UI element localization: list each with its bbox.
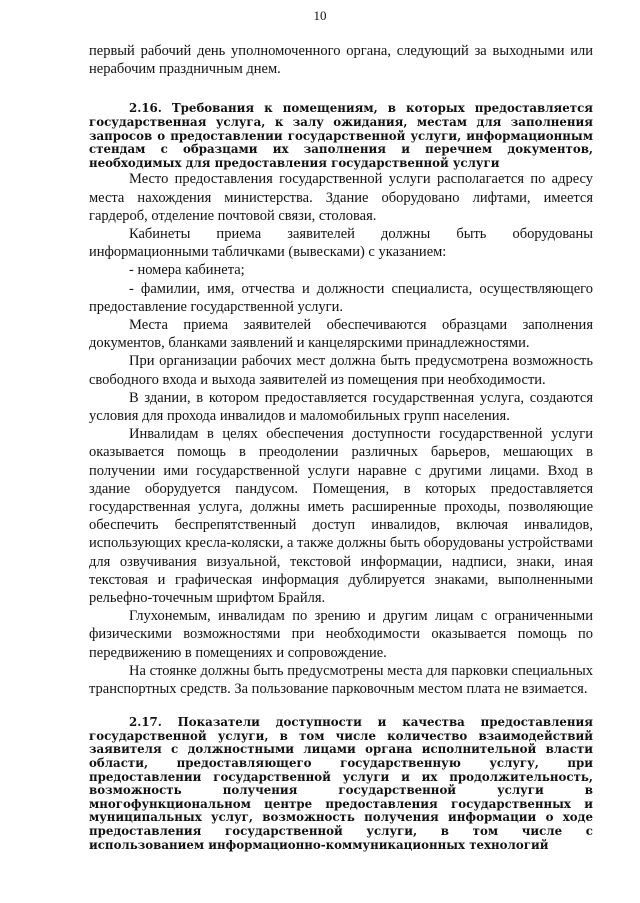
section-number: 2.17. bbox=[129, 715, 162, 730]
page-number: 10 bbox=[313, 8, 327, 23]
paragraph: При организации рабочих мест должна быть предусмотрена возможность свободного входа и выхода заявителей из помещения при необходимости. bbox=[89, 353, 593, 388]
paragraph: На стоянке должны быть предусмотрены места для парковки специальных транспортных средств. За пользование парковочным местом плата не взимается. bbox=[89, 662, 593, 698]
paragraph: В здании, в котором предоставляется государственная услуга, создаются условия для прохода инвалидов и маломобильных групп населения. bbox=[89, 389, 593, 425]
paragraph: Место предоставления государственной услуги располагается по адресу места нахождения министерства. Здание оборудовано лифтами, имеется гардероб, отделение почтовой связи, столовая. bbox=[89, 171, 593, 224]
paragraph: Инвалидам в целях обеспечения доступности государственной услуги оказывается помощь в преодолении различных барьеров, мешающих в получении ими государственной услуги наравне с другими лицами. Вход в здание оборудуется пандусом. Помещения, в которых предоставляется государственная услуга, должны иметь расширенные проходы, позволяющие обеспечить беспрепятственный доступ инвалидов, включая инвалидов, использующих кресла-коляски, а также должны быть оборудованы устройствами для озвучивания визуальной, текстовой информации, надписи, знаки, иная текстовая и графическая информация дублируется знаками, выполненными рельефно-точечным шрифтом Брайля. bbox=[89, 426, 593, 607]
section-title: Показатели доступности и качества предоставления государственной услуги, в том числе количество взаимодействий заявителя с должностными лицами органа исполнительной власти области, предоставляющего государственную услугу, при предоставлении государственной услуги и их продолжительность, возможность получения государственной услуги в многофункциональном центре предоставления государственных и муниципальных услуг, возможность получения информации о ходе предоставления государственной услуги, в том числе с использованием информационно-коммуникационных технологий bbox=[89, 715, 594, 852]
section-heading-2-17 bbox=[89, 716, 593, 852]
paragraph: Места приема заявителей обеспечиваются образцами заполнения документов, бланками заявлений и канцелярскими принадлежностями. bbox=[89, 317, 593, 352]
section-heading-2-16 bbox=[89, 102, 593, 170]
paragraph: Кабинеты приема заявителей должны быть оборудованы информационными табличками (вывесками) с указанием: bbox=[89, 225, 593, 261]
spacer bbox=[89, 78, 593, 102]
paragraph: Глухонемым, инвалидам по зрению и другим лицам с ограниченными физическими возможностями при необходимости оказывается помощь по передвижению в помещениях и сопровождение. bbox=[89, 608, 593, 661]
spacer bbox=[89, 698, 593, 716]
list-item: - фамилии, имя, отчества и должности специалиста, осуществляющего предоставление государственной услуги. bbox=[89, 280, 593, 315]
section-number: 2.16. bbox=[129, 101, 162, 116]
section-title: Требования к помещениям, в которых предоставляется государственная услуга, к залу ожидания, местам для заполнения запросов о предоставлении государственной услуги, информационным стендам с образцами их заполнения и перечнем документов, необходимых для предоставления государственной услуги bbox=[89, 101, 593, 170]
page-content bbox=[89, 42, 593, 852]
intro-paragraph: первый рабочий день уполномоченного органа, следующий за выходными или нерабочим праздничным днем. bbox=[89, 43, 593, 78]
list-item: - номера кабинета; bbox=[129, 262, 245, 279]
